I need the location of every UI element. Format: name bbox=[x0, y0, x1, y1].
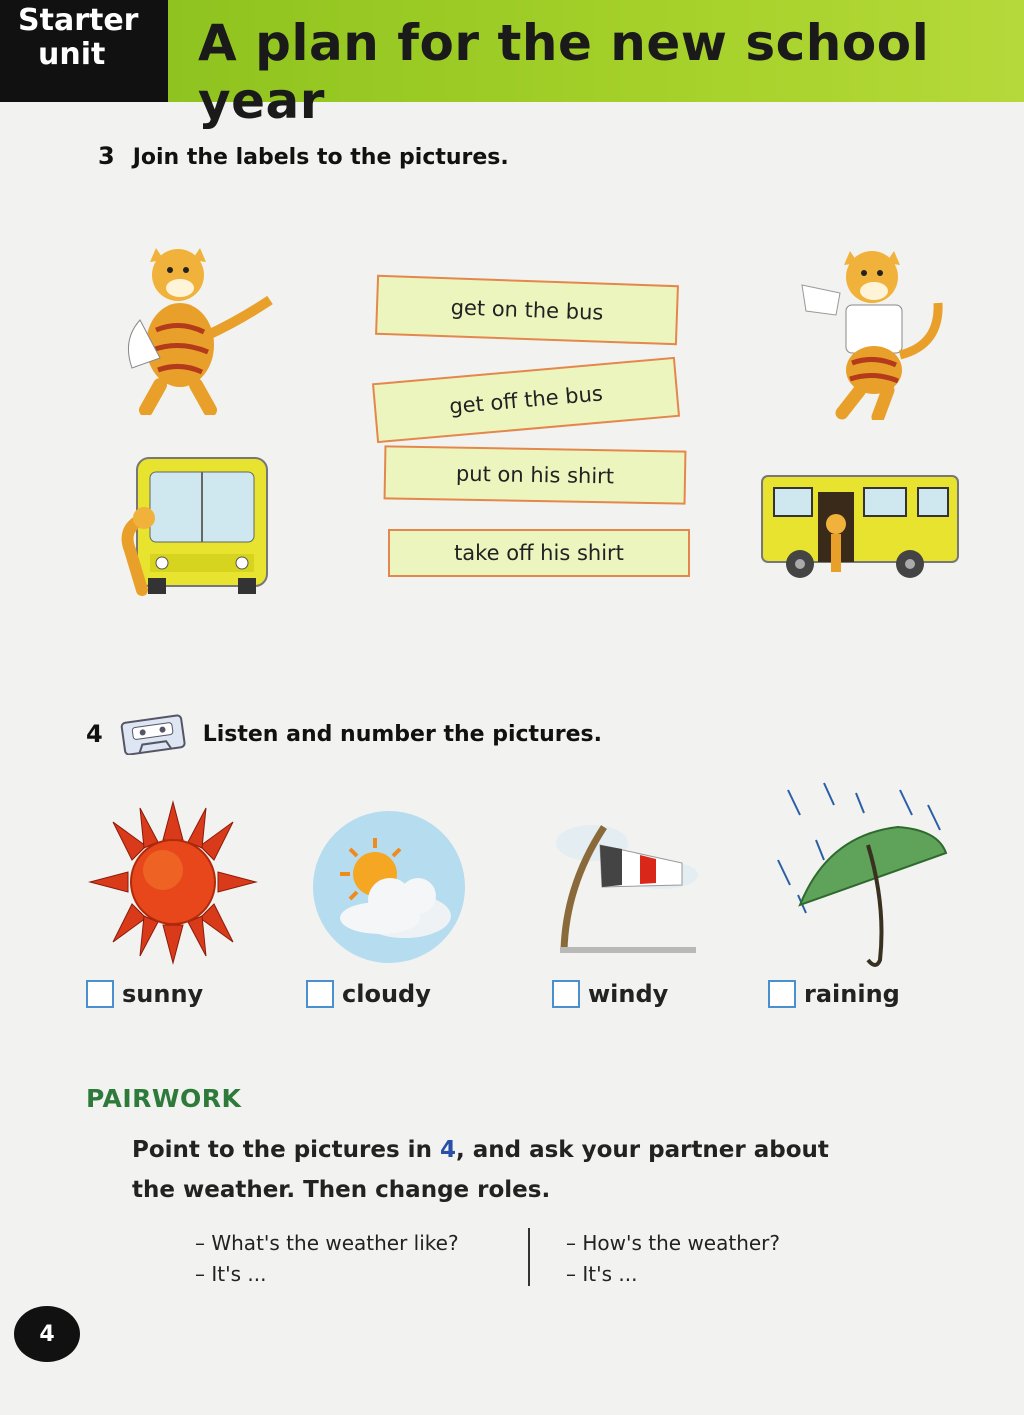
cassette-icon bbox=[119, 713, 187, 755]
dialog-divider bbox=[528, 1228, 530, 1286]
raining-label: raining bbox=[804, 980, 900, 1008]
pairwork-heading: PAIRWORK bbox=[86, 1084, 242, 1113]
weather-item-raining bbox=[768, 980, 900, 1008]
weather-item-windy bbox=[552, 980, 668, 1008]
exercise-4-instruction: Listen and number the pictures. bbox=[202, 721, 602, 747]
label-get-off-bus[interactable]: get off the bus bbox=[372, 357, 680, 443]
exercise-3-number: 3 bbox=[98, 142, 115, 170]
dialog-left-question: – What's the weather like? bbox=[195, 1231, 459, 1255]
exercise-4-number: 4 bbox=[86, 720, 103, 748]
weather-item-sunny bbox=[86, 980, 203, 1008]
dialog-right-answer: – It's ... bbox=[566, 1262, 638, 1286]
exercise-3-instruction: Join the labels to the pictures. bbox=[132, 145, 509, 170]
page-number: 4 bbox=[14, 1306, 80, 1362]
cloudy-checkbox[interactable] bbox=[306, 980, 334, 1008]
dialog-right bbox=[566, 1228, 780, 1290]
raining-checkbox[interactable] bbox=[768, 980, 796, 1008]
title-bar bbox=[168, 0, 1024, 130]
bus-front-picture bbox=[112, 450, 282, 600]
label-put-on-shirt[interactable]: put on his shirt bbox=[384, 445, 687, 504]
windsock-icon bbox=[552, 815, 702, 960]
sunny-label: sunny bbox=[122, 980, 204, 1008]
pairwork-text-after: , and ask your partner about the weather. Then change roles. bbox=[132, 1137, 829, 1203]
cloud-sun-icon bbox=[310, 808, 468, 966]
pairwork-exercise-ref: 4 bbox=[439, 1137, 456, 1163]
exercise-4-title bbox=[86, 713, 602, 755]
weather-item-cloudy bbox=[306, 980, 431, 1008]
sunny-checkbox[interactable] bbox=[86, 980, 114, 1008]
dialog-right-question: – How's the weather? bbox=[566, 1231, 781, 1255]
unit-line-2: unit bbox=[38, 37, 106, 72]
pairwork-text-before: Point to the pictures in bbox=[132, 1137, 440, 1163]
dialog-left bbox=[195, 1228, 459, 1290]
page-header bbox=[0, 0, 1024, 130]
exercise-3-title bbox=[98, 142, 509, 170]
windy-label: windy bbox=[588, 980, 669, 1008]
cloudy-label: cloudy bbox=[342, 980, 431, 1008]
pairwork-instruction bbox=[132, 1130, 852, 1210]
windy-checkbox[interactable] bbox=[552, 980, 580, 1008]
label-get-on-bus[interactable]: get on the bus bbox=[375, 275, 679, 346]
tiger-shirt-picture bbox=[120, 240, 280, 415]
page-title: A plan for the new school year bbox=[198, 14, 930, 130]
sun-icon bbox=[88, 800, 258, 965]
unit-line-1: Starter bbox=[18, 3, 139, 38]
unit-badge bbox=[0, 0, 168, 102]
label-take-off-shirt[interactable]: take off his shirt bbox=[388, 529, 690, 577]
umbrella-rain-icon bbox=[768, 775, 948, 970]
dialog-left-answer: – It's ... bbox=[195, 1262, 267, 1286]
bus-side-picture bbox=[760, 472, 960, 582]
tiger-dressed-picture bbox=[800, 245, 950, 420]
